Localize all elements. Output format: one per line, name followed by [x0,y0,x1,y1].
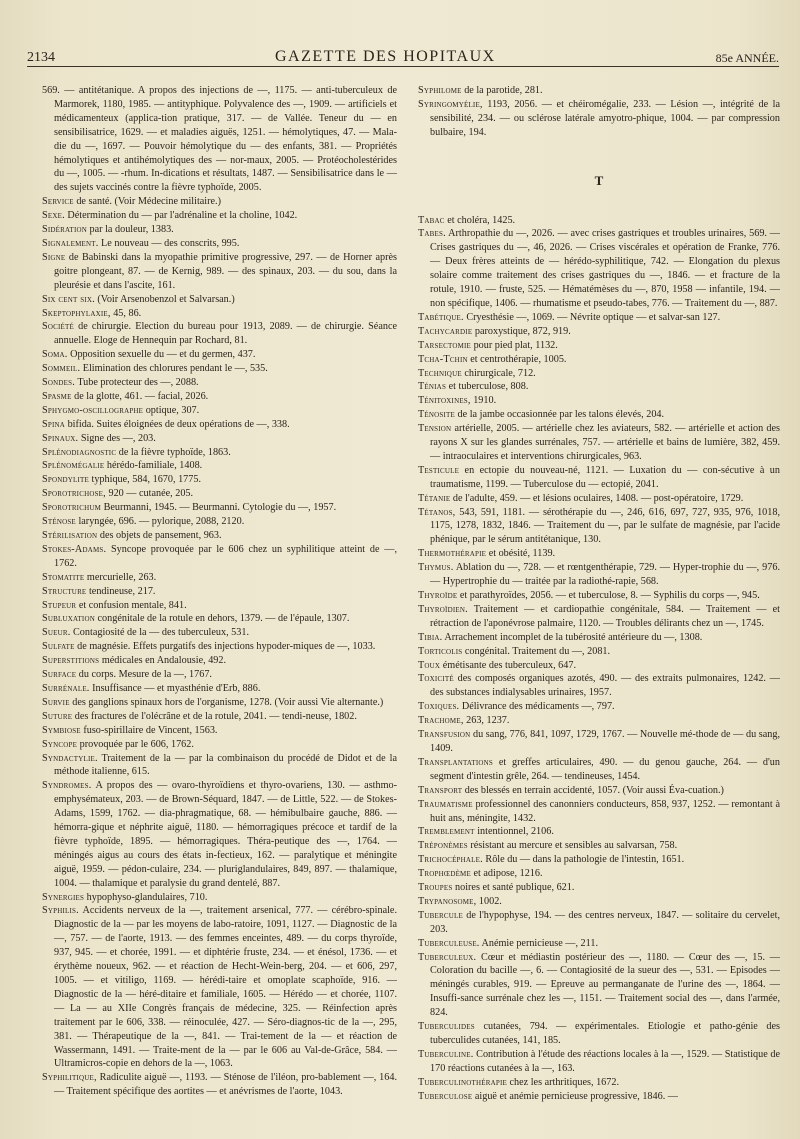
index-text: Opposition sexuelle du — et du germen, 437. [67,349,256,361]
index-text: paroxystique, 872, 919. [472,325,571,337]
index-keyword: Subluxation [42,613,95,625]
index-text: A propos des — ovaro-thyroïdiens et thyro-ovariens, 130. — asthmo-emphysémateux, 203. — de Brown-Séquard, 1847. — de Little, 522. — de Stokes-Adams, 1599, 1762. — dia-phragmatique, 68. — hémibulbaire gauche, 886. — hémorra-gique et néphrite aiguë, 1180. — hémorragiques précoce et tardif de la fièvre typhoïde, 1895. — hémorragiques. Théra-peutique des —, 1764. — méningés aigus au cours des états in-fectieux, 162. — paralytique et méningite aiguë, 1959. — pédon-culaire, 234. — pluriglandulaires, 849, 897. — thalamique, 1004. — thalamique et paralysie du grand dentelé, 887. [54,780,397,889]
index-text: optique, 307. [143,404,200,416]
index-keyword: Tuberculinothérapie [418,1076,507,1088]
index-text: de Babinski dans la myopathie primitive progressive, 297. — de Horner après goitre plongeant, 87. — de Kernig, 989. — des spinaux, 203. — du sou, dans la pleurésie et dans l'ascite, 161. [54,251,397,291]
index-keyword: Structure [42,585,87,597]
index-text: Signe des —, 203. [78,432,156,444]
index-keyword: Trypanosome, [418,895,477,907]
index-keyword: Tubercule [418,909,463,921]
index-keyword: Sommeil. [42,363,81,375]
index-text: fuso-spirillaire de Vincent, 1563. [80,724,218,736]
index-text: 569. — antitétanique. A propos des injections de —, 1175. — anti-tuberculeux de Marmorek, 1180, 1985. — antityphique. Polyvalence des —, 1909. — artificiels et médicamenteux (applica-tion pratique, 317. — de Vallée. Teneur du — en sensibilisatrice, 1629. — et maladies aiguës, 1251. — hémolytiques, 47. — Mala-die du —, 1697. — Pouvoir hémolytique du — des enfants, 381. — Propriétés hémolytiques et antihémolytiques des — nor-maux, 2005. — Protéocholestérides du —, 1005. — -rhum. In-dications et résultats, 1487. — Sensibilisatrice dans le — des sujets vaccinés contre la fièvre typhoïde, 2005. [42,85,397,194]
index-keyword: Signalement. [42,237,99,249]
index-text: (Voir Arsenobenzol et Salvarsan.) [94,293,235,305]
index-keyword: Testicule [418,464,460,476]
index-entry [42,654,397,668]
index-text: de chirurgie. Election du bureau pour 1913, 2089. — de chirurgie. Séance annuelle. Eloge de Hennequin par Rochard, 81. [54,321,397,347]
index-keyword: Tachycardie [418,325,473,337]
index-keyword: Spasme [42,390,72,402]
index-entry [418,422,780,464]
index-entry [418,506,780,548]
index-text: Contagiosité de la — des tuberculeux, 531. [70,627,249,639]
index-text: Anémie pernicieuse —, 211. [479,937,598,949]
index-entry [42,84,397,195]
index-text: Syncope provoquée par le 606 chez un syphilitique atteint de —, 1762. [54,543,397,569]
index-text: de la jambe occasionnée par les talons élevés, 204. [455,409,665,421]
index-text: Détermination du — par l'adrénaline et la choline, 1042. [64,210,298,222]
index-entry [418,464,780,492]
index-keyword: Thymus. [418,562,454,574]
index-entry [418,311,780,325]
index-text: par la douleur, 1383. [87,224,174,236]
index-entry [42,446,397,460]
index-entry [42,612,397,626]
index-text: pour pied plat, 1132. [471,339,558,351]
index-keyword: Splénodiagnostic [42,446,117,458]
index-entry [418,951,780,1021]
index-keyword: Sporotrichum [42,502,102,514]
index-text: des objets de pansement, 963. [97,530,222,541]
index-entry [418,339,780,353]
index-text: Radiculite aiguë —, 1193. — Sténose de l'iléon, pro-bablement —, 164. — Traitement spécifique des aortites — et anévrismes de l'aorte, 1043. [54,1072,397,1098]
index-entry [42,1071,397,1099]
index-keyword: Spinaux. [42,432,79,444]
index-entry [42,487,397,501]
index-keyword: Syndromes. [42,780,92,792]
index-text: congénital. Traitement du —, 2081. [462,645,611,657]
index-entry [418,728,780,756]
index-entry [418,714,780,728]
index-keyword: Traumatisme [418,798,473,810]
index-keyword: Tabac [418,214,445,226]
index-entry [42,376,397,390]
index-keyword: Suture [42,710,73,722]
index-text: 1193, 2056. — et chéiromégalie, 233. — Lésion —, intégrité de la sensibilité, 234. — ou sclérose latérale amyotro-phique, 1004. — par compression bulbaire, 194. [430,98,780,138]
index-text: émétisante des tuberculeux, 647. [440,659,576,671]
index-entry [42,626,397,640]
index-entry [418,853,780,867]
index-entry [418,672,780,700]
index-entry [418,631,780,645]
index-text: 263, 1237. [463,715,510,727]
index-entry [42,710,397,724]
index-keyword: Soma. [42,349,68,361]
index-text: Tube protecteur des —, 2088. [74,377,199,389]
index-keyword: Tuberculeuse. [418,937,480,949]
index-entry [418,909,780,937]
index-text: Traitement — et cardiopathie congénitale, 584. — Traitement — et rétraction de l'aponévrose palmaire, 1120. — Troubles délirants chez un —, 1745. [430,603,780,629]
index-entry [42,362,397,376]
index-entry [42,891,397,905]
index-keyword: Syndactylie. [42,752,98,764]
index-keyword: Spondylite [42,474,89,486]
index-keyword: Sulfate [42,641,75,653]
index-keyword: Tabétique. [418,311,464,323]
index-text: 1002. [476,895,502,907]
index-text: chirurgicale, 712. [461,367,536,379]
index-keyword: Syphilome [418,85,462,96]
index-text: de la glotte, 461. — facial, 2026. [71,390,209,402]
index-entry [418,353,780,367]
index-keyword: Surface [42,669,77,681]
index-text: des blessés en terrain accidenté, 1057. (Voir aussi Éva-cuation.) [462,784,724,796]
index-text: professionnel des canonniers conducteurs, 858, 937, 1252. — remontant à huit ans, méningite, 1432. [430,798,780,824]
index-text: et obésité, 1139. [486,548,556,560]
index-entry [418,645,780,659]
index-entry [418,1076,780,1090]
index-text: du corps. Mesure de la —, 1767. [76,669,212,681]
index-entry [418,1090,780,1104]
index-keyword: Syphilis. [42,905,79,917]
index-keyword: Synergies [42,891,85,903]
index-keyword: Toxiques. [418,701,460,713]
index-entry [418,408,780,422]
index-text: 920 — cutanée, 205. [105,488,194,500]
index-text: de la parotide, 281. [461,85,543,96]
index-keyword: Thermothérapie [418,548,487,560]
index-entry [42,668,397,682]
left-column [42,84,397,1099]
right-column-t-entries [418,214,780,1104]
index-entry [42,724,397,738]
right-column-s-entries [418,84,780,140]
index-keyword: Toux [418,659,441,671]
index-keyword: Signe [42,251,66,263]
index-text: Beurmanni, 1945. — Beurmanni. Cytologie du —, 1957. [101,502,337,514]
index-entry [418,84,780,98]
index-keyword: Tuberculine. [418,1048,474,1060]
index-text: tendineuse, 217. [86,585,156,597]
index-entry [418,1048,780,1076]
index-keyword: Thyroïdien. [418,603,468,615]
index-text: hypophyso-glandulaires, 710. [84,891,208,903]
index-entry [418,394,780,408]
index-entry [42,473,397,487]
index-keyword: Syringomyélie, [418,98,483,110]
index-keyword: Sporotrichose, [42,488,106,500]
index-text: et tuberculose, 808. [446,381,529,393]
index-text: de santé. (Voir Médecine militaire.) [73,196,221,208]
index-keyword: Sexe. [42,210,65,222]
index-keyword: Syncope [42,738,78,750]
index-keyword: Troupes [418,882,453,894]
index-keyword: Stokes-Adams. [42,543,107,555]
index-text: de l'adulte, 459. — et lésions oculaires, 1408. — post-opératoire, 1729. [450,492,744,504]
index-text: typhique, 584, 1670, 1775. [88,474,202,486]
index-entry [42,752,397,780]
index-entry [42,682,397,696]
index-keyword: Tuberculides [418,1021,475,1033]
index-text: Arthropathie du —, 2026. — avec crises gastriques et troubles urinaires, 569. — Crises gastriques du —, 46, 2026. — Crises viscérales et opération de Franke, 776. — Deux frères atteints de — hérédo-syphilitique, 742. — Elongation du plexus solaire comme traitement des crises gastriques du —, 1846. — et fracture de la rotule, 1910. — fruste, 525. — Hématémèses du —, 870, 1958 — infantile, 194. — non spécifique, 1406. — rhumatisme et pseudo-tabes, 776. — Traitement du —, 887. [430,228,780,309]
index-entry [42,237,397,251]
index-keyword: Sondes. [42,377,75,389]
index-entry [418,98,780,140]
index-text: et greffes articulaires, 490. — du genou gauche, 264. — d'un segment d'intestin grêle, 264. — tendineuses, 1454. [430,756,780,782]
index-text: artérielle, 2005. — artérielle chez les aviateurs, 582. — artérielle et action des rayons X sur les glandes surrénales, 757. — artérielle et bains de lumière, 382, 459. — intraoculaires et interventions chirurgicales, 963. [430,423,780,462]
index-entry [418,603,780,631]
index-keyword: Tuberculose [418,1090,473,1102]
index-entry [418,867,780,881]
index-entry [42,515,397,529]
index-entry [42,404,397,418]
index-entry [42,432,397,446]
index-text: 1910. [470,395,497,407]
index-keyword: Sphygmo-oscillographe [42,404,144,416]
index-entry [42,251,397,293]
index-text: Traitement de la — par la combinaison du procédé de Didot et de la méthode italienne, 615. [54,752,397,778]
index-keyword: Tétanos, [418,506,456,518]
index-entry [418,784,780,798]
index-keyword: Trichocéphale. [418,854,483,866]
index-keyword: Tréponèmes [418,840,468,852]
index-entry [418,547,780,561]
index-entry [42,320,397,348]
index-entry [42,738,397,752]
index-text: 543, 591, 1181. — sérothérapie du —, 246, 616, 697, 727, 935, 976, 1018, 1175, 1278, 1832, 1846. — Traitement du —, par le sulfate de magnésie, par l'acide phénique, par le sérum antitétanique, 130. [430,506,780,546]
index-keyword: Spina [42,418,66,430]
index-keyword: Symbiose [42,724,81,736]
index-entry [418,839,780,853]
journal-title: GAZETTE DES HOPITAUX [274,48,496,65]
index-text: médicales en Andalousie, 492. [99,655,227,667]
index-keyword: Tarsectomie [418,339,472,351]
index-text: et adipose, 1216. [470,868,543,880]
index-keyword: Syphilitique, [42,1072,97,1084]
index-entry [418,227,780,310]
page-header [27,44,779,67]
index-keyword: Stérilisation [42,530,98,541]
index-entry [42,571,397,585]
index-text: mercurielle, 263. [84,571,157,583]
index-entry [418,756,780,784]
index-keyword: Tcha-Tchin [418,353,468,365]
index-text: et parathyroïdes, 2056. — et tuberculose, 8. — Syphilis du corps —, 945. [457,590,760,601]
index-text: congénitale de la rotule en dehors, 1379. — de l'épaule, 1307. [94,613,350,625]
index-text: des composés organiques azotés, 490. — des extraits pulmonaires, 1242. — des substances indialysables urinaires, 1957. [430,673,780,699]
section-letter: T [594,172,604,188]
index-entry [418,881,780,895]
index-entry [42,599,397,613]
index-text: Délivrance des médicaments —, 797. [459,701,615,713]
index-keyword: Société [42,321,74,333]
index-text: aiguë et anémie pernicieuse progressive, 1846. — [472,1090,678,1102]
index-entry [42,307,397,321]
index-keyword: Transfusion [418,729,471,741]
index-entry [42,529,397,543]
index-text: et choléra, 1425. [444,214,516,226]
index-text: provoquée par le 606, 1762. [77,738,194,750]
index-keyword: Tabes. [418,228,446,240]
index-text: cutanées, 794. — expérimentales. Etiologie et patho-génie des tuberculides cutanées, 141, 185. [430,1021,780,1046]
index-entry [42,293,397,307]
index-text: et confusion mentale, 841. [76,599,187,611]
index-keyword: Thyroïde [418,590,458,601]
index-text: résistant au mercure et sensibles au salvarsan, 758. [467,840,678,852]
index-text: Ablation du —, 728. — et rœntgenthérapie, 729. — Hyper-trophie du —, 976. — Hypertrophie du — traitée par la radiothé-rapie, 568. [430,562,780,588]
index-keyword: Tétanie [418,492,451,504]
index-entry [42,223,397,237]
index-entry [418,492,780,506]
index-keyword: Transplantations [418,756,493,768]
index-entry [418,214,780,228]
index-keyword: Stupeur [42,599,77,611]
index-keyword: Toxicité [418,673,454,685]
index-keyword: Service [42,196,74,208]
index-entry [418,798,780,826]
index-keyword: Ténitoxines, [418,395,471,407]
index-keyword: Trophœdème [418,868,471,880]
index-entry [42,501,397,515]
index-keyword: Sidération [42,224,87,236]
index-text: de la fièvre typhoïde, 1863. [116,446,231,458]
index-text: Elimination des chlorures pendant le —, 535. [80,363,268,375]
index-entry [42,209,397,223]
index-keyword: Trachome, [418,715,464,727]
index-entry [42,779,397,890]
index-keyword: Tension [418,423,452,435]
index-entry [418,895,780,909]
index-text: de l'hypophyse, 194. — des centres nerveux, 1847. — solitaire du cervelet, 203. [430,909,780,935]
index-text: du sang, 776, 841, 1097, 1729, 1767. — Nouvelle mé-thode de — du sang, 1409. [430,729,780,754]
index-entry [418,367,780,381]
index-keyword: Six cent six. [42,293,95,305]
index-keyword: Ténosite [418,409,455,421]
index-keyword: Surrénale. [42,682,90,694]
volume-year: 85e ANNÉE. [715,51,779,65]
index-entry [42,904,397,1071]
index-entry [42,390,397,404]
index-keyword: Skeptophylaxie, [42,307,111,319]
right-column [418,84,780,1104]
index-entry [418,325,780,339]
index-keyword: Sténose [42,516,76,528]
index-text: laryngée, 696. — pylorique, 2088, 2120. [75,516,245,528]
index-text: noires et santé publique, 621. [452,882,575,894]
index-entry [42,696,397,710]
index-entry [42,459,397,473]
index-entry [42,640,397,654]
index-entry [418,700,780,714]
index-text: des ganglions spinaux hors de l'organisme, 1278. (Voir aussi Vie alternante.) [69,696,384,708]
index-text: Cœur et médiastin postérieur des —, 1180. — Cœur des —, 15. — Coloration du bacille —, 6. — Contagiosité de la sueur des —, 531. — Episodes — méningés curables, 919. — Epreuve au permanganate de l'urine des —, 1864. — Insuffi-sance surrénale chez les —, 1151. — Traitement social des —, dans l'armée, 824. [430,951,780,1019]
index-keyword: Tremblement [418,826,475,838]
index-keyword: Transport [418,784,463,796]
index-entry [418,825,780,839]
index-entry [42,348,397,362]
index-entry [42,543,397,571]
index-keyword: Stomatite [42,571,85,583]
index-text: Rôle du — dans la pathologie de l'intestin, 1651. [482,854,685,866]
index-entry [418,937,780,951]
index-text: Accidents nerveux de la —, traitement arsenical, 777. — cérébro-spinale. Diagnostic de la — par les moyens de labo-ratoire, 1091, 1127. — Diagnostic de la —, 757. — de l'aorte, 1913. — des femmes enceintes, 489. — du corps thyroïde, 937, 945. — et chorée, 1991. — et diphtérie fruste, 234. — et énésol, 1736. — et érythème noueux, 962. — et réaction de Hecht-Wein-berg, 204. — et 606, 297, 1005. — et vitiligo, 1169. — hérédi-taire et omoplate scaphoïde, 916. — Diagnostic de la — héré-ditaire et familiale, 1605. — Hérédo — et chorée, 1107. — La — au XIIe Congrès français de médecine, 325. — Réinfection après traitement par le 606, 338. — réinoculée, 427. — Séro-diagnos-tic de la —, 295, 381. — Thérapeutique de la —, 841. — Trai-tement de la — et réaction de Wassermann, 1491. — Traite-ment de la — par le 606 au Val-de-Grâce, 584. — Ultramicros-copie en dehors de la —, 1063. [54,905,397,1070]
index-keyword: Ténias [418,381,447,393]
index-entry [418,1020,780,1048]
index-keyword: Tibia. [418,631,443,643]
index-keyword: Torticolis [418,645,463,657]
index-text: intentionnel, 2106. [474,826,554,838]
index-entry [418,380,780,394]
index-text: des fractures de l'olécrâne et de la rotule, 2041. — tendi-neuse, 1802. [72,710,357,722]
index-entry [418,589,780,603]
index-text: hérédo-familiale, 1408. [104,460,203,472]
index-text: chez les arthritiques, 1672. [506,1076,619,1088]
index-entry [42,585,397,599]
index-keyword: Sueur. [42,627,71,639]
index-keyword: Tuberculeux. [418,951,477,963]
index-keyword: Superstitions [42,655,100,667]
page-number: 2134 [27,50,55,65]
index-entry [418,659,780,673]
index-text: en ectopie du nouveau-né, 1121. — Luxation du — con-sécutive à un traumatisme, 1199. — Tuberculose du — ectopié, 2041. [430,464,780,490]
index-entry [42,195,397,209]
index-text: Arrachement incomplet de la tubérosité antérieure du —, 1308. [442,631,703,643]
index-keyword: Survie [42,696,70,708]
index-text: 45, 86. [110,307,142,319]
index-text: et centrothérapie, 1005. [467,353,567,365]
index-text: de magnésie. Effets purgatifs des injections hypoder-miques de —, 1033. [74,641,376,653]
index-text: Contribution à l'étude des réactions locales à la —, 1529. — Statistique de 170 réactions cutanées à la —, 163. [430,1048,780,1074]
index-text: bifida. Suites éloignées de deux opérations de —, 338. [65,418,290,430]
index-entry [42,418,397,432]
index-entry [418,561,780,589]
index-text: Le nouveau — des conscrits, 995. [98,237,240,249]
index-keyword: Technique [418,367,462,379]
index-text: Cryesthésie —, 1069. — Névrite optique — et salvar-san 127. [463,311,721,323]
index-text: Insuffisance — et myasthénie d'Erb, 886. [89,682,261,694]
index-keyword: Splénomégalie [42,460,105,472]
